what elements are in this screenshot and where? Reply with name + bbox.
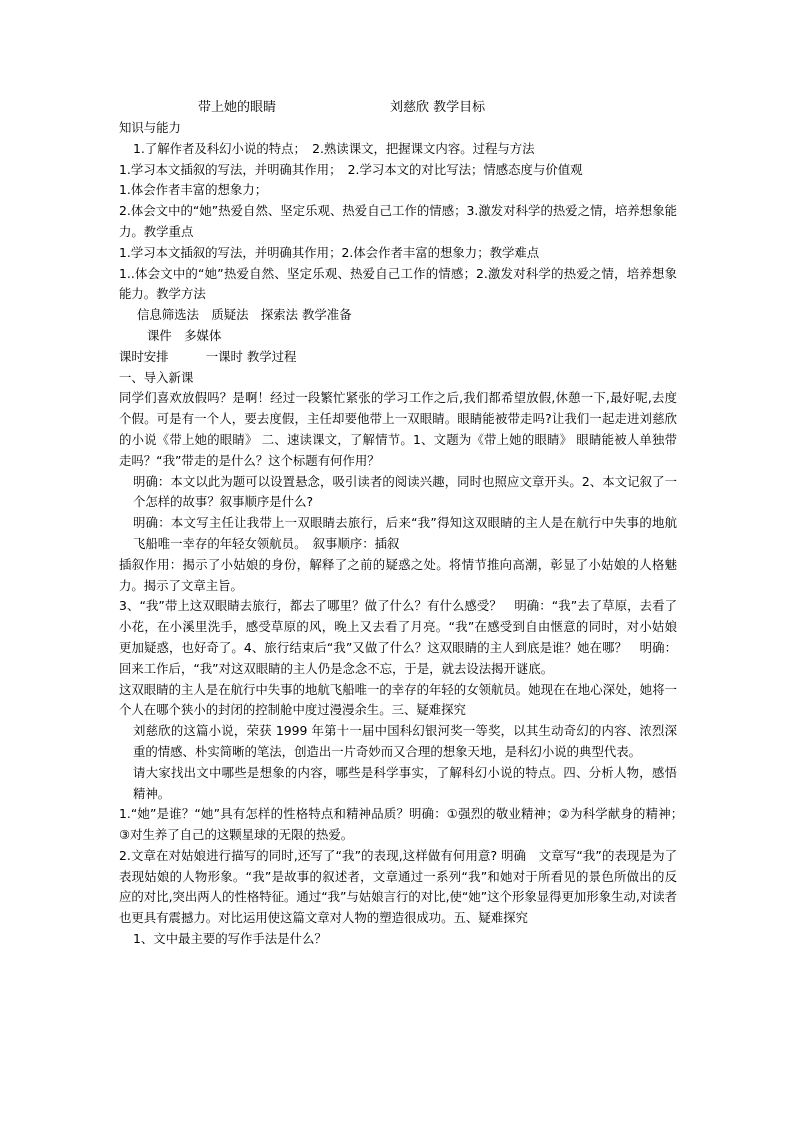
intro-paragraph: 同学们喜欢放假吗？是啊！经过一段繁忙紧张的学习工作之后,我们都希望放假,休憩一下,最好呢,去度个假。可是有一个人，要去度假，主任却要他带上一双眼睛。眼睛能被带走吗?让我们一起走进刘慈欣的小说《带上她的眼睛》 二、速读课文，了解情节。1、文题为《带上她的眼睛》 眼睛能被人单独带走吗？“我”带走的是什么？这个标题有何作用？ — [119, 390, 677, 468]
flashback-effect: 插叙作用：揭示了小姑娘的身份，解释了之前的疑惑之处。将情节推向高潮，彰显了小姑娘的人格魅力。揭示了文章主旨。 — [119, 556, 677, 593]
process-objectives: 1.学习本文插叙的写法，并明确其作用； 2.学习本文的对比写法；情感态度与价值观 — [119, 161, 583, 177]
answer-title: 明确：本文以此为题可以设置悬念，吸引读者的阅读兴趣，同时也照应文章开头。2、本文记叙了一个怎样的故事？叙事顺序是什么? — [133, 473, 677, 510]
teaching-methods: 信息筛选法 质疑法 探索法 教学准备 — [137, 307, 352, 323]
imagination-task: 请大家找出文中哪些是想象的内容，哪些是科学事实，了解科幻小说的特点。四、分析人物，感悟精神。 — [133, 764, 677, 801]
section-heading-intro: 一、导入新课 — [119, 369, 194, 385]
knowledge-objectives: 1.了解作者及科幻小说的特点； 2.熟读课文，把握课文内容。过程与方法 — [133, 140, 535, 156]
class-schedule: 课时安排 一课时 教学过程 — [119, 348, 297, 364]
character-analysis: 1.“她”是谁？“她”具有怎样的性格特点和精神品质？明确：①强烈的敬业精神；②为科学献身的精神； ③对生养了自己的这颗星球的无限的热爱。 — [119, 806, 702, 843]
teaching-key-points: 1.学习本文插叙的写法，并明确其作用；2.体会作者丰富的想象力；教学难点 — [119, 244, 540, 260]
document-title: 带上她的眼睛 — [198, 100, 277, 115]
travel-question: 3、“我”带上这双眼睛去旅行，都去了哪里？做了什么？有什么感受？ 明确：“我”去了草原，去看了小花，在小溪里洗手，感受草原的风，晚上又去看了月亮。“我”在感受到自由惬意的同时，对小姑娘更加疑惑，也好奇了。4、旅行结束后“我”又做了什么？这双眼睛的主人到底是谁？她在哪？ 明确：回来工作后，“我”对这双眼睛的主人仍是念念不忘，于是，就去设法揭开谜底。 — [119, 598, 677, 676]
answer-story: 明确：本文写主任让我带上一双眼睛去旅行，后来“我”得知这双眼睛的主人是在航行中失事的地航飞船唯一幸存的年轻女领航员。 叙事顺序：插叙 — [133, 515, 677, 551]
teaching-difficulties: 1..体会文中的“她”热爱自然、坚定乐观、热爱自己工作的情感；2.激发对科学的热爱之情，培养想象能力。教学方法 — [119, 265, 677, 302]
emotion-objective-1: 1.体会作者丰富的想象力； — [119, 182, 268, 198]
emotion-objective-2: 2.体会文中的“她”热爱自然、坚定乐观、热爱自己工作的情感；3.激发对科学的热爱之情，培养想象能力。教学重点 — [119, 203, 677, 239]
novel-award: 刘慈欣的这篇小说，荣获 1999 年第十一届中国科幻银河奖一等奖，以其生动奇幻的内容、浓烈深重的情感、朴实简晰的笔法，创造出一片奇妙而又合理的想象天地，是科幻小说的典型代表。 — [133, 723, 677, 759]
writing-technique-question: 1、文中最主要的写作手法是什么？ — [133, 931, 327, 947]
contrast-analysis: 2.文章在对姑娘进行描写的同时,还写了“我”的表现,这样做有何用意? 明确 文章写“我”的表现是为了表现姑娘的人物形象。“我”是故事的叙述者，文章通过一系列“我”和她对于所看见的景色所做出的反应的对比,突出两人的性格特征。通过“我”与姑娘言行的对比,使“她”这个形象显得更加形象生动,对读者也更具有震撼力。对比运用使这篇文章对人物的塑造很成功。五、疑难探究 — [119, 847, 677, 926]
author-heading: 刘慈欣 教学目标 — [390, 100, 486, 115]
teaching-preparation: 课件 多媒体 — [147, 327, 222, 343]
eyes-owner: 这双眼睛的主人是在航行中失事的地航飞船唯一的幸存的年轻的女领航员。她现在在地心深处，她将一个人在哪个狭小的封闭的控制舱中度过漫漫余生。三、疑难探究 — [119, 681, 677, 718]
title-row — [0, 98, 794, 118]
document-body — [119, 118, 702, 950]
section-heading-knowledge: 知识与能力 — [119, 120, 181, 135]
